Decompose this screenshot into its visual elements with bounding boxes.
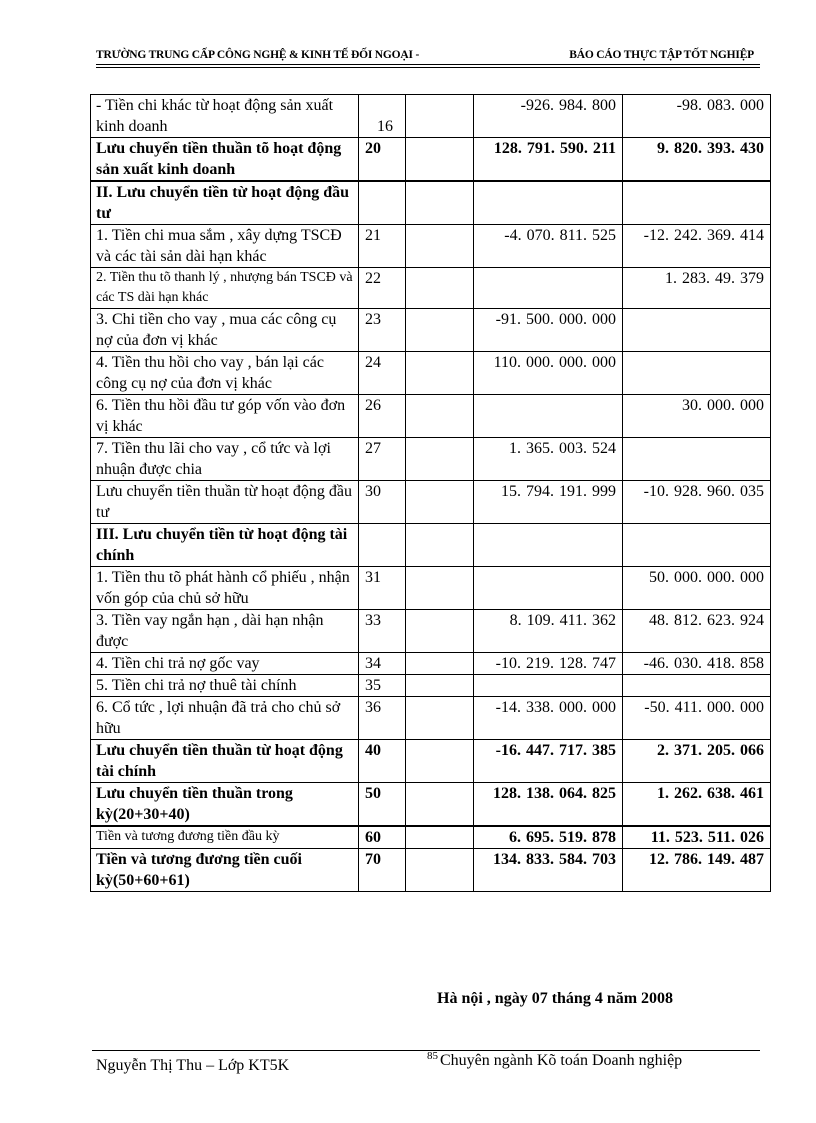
row-code: [359, 181, 406, 225]
row-note: [406, 697, 474, 740]
row-label: 4. Tiền thu hồi cho vay , bán lại các công cụ nợ của đơn vị khác: [91, 352, 359, 395]
page-number: 85: [427, 1050, 438, 1062]
row-current-value: -16. 447. 717. 385: [474, 740, 623, 783]
row-label: Lưu chuyển tiền thuần từ hoạt động tài chính: [91, 740, 359, 783]
row-note: [406, 309, 474, 352]
table-row: [91, 352, 771, 395]
row-current-value: 128. 791. 590. 211: [474, 138, 623, 182]
row-code: 22: [359, 268, 406, 309]
row-previous-value: 30. 000. 000: [623, 395, 771, 438]
row-code: 26: [359, 395, 406, 438]
table-row: [91, 783, 771, 827]
row-code: 20: [359, 138, 406, 182]
row-previous-value: 11. 523. 511. 026: [623, 826, 771, 849]
table-row: [91, 138, 771, 182]
table-row: [91, 268, 771, 309]
row-previous-value: -46. 030. 418. 858: [623, 653, 771, 675]
row-label: - Tiền chi khác từ hoạt động sản xuất kinh doanh: [91, 95, 359, 138]
row-code: 70: [359, 849, 406, 892]
row-note: [406, 95, 474, 138]
row-current-value: -926. 984. 800: [474, 95, 623, 138]
row-code: 36: [359, 697, 406, 740]
row-previous-value: -10. 928. 960. 035: [623, 481, 771, 524]
row-previous-value: -12. 242. 369. 414: [623, 225, 771, 268]
row-note: [406, 653, 474, 675]
header-rule-double: [96, 67, 760, 68]
row-current-value: [474, 567, 623, 610]
row-previous-value: 1. 262. 638. 461: [623, 783, 771, 827]
row-code: 33: [359, 610, 406, 653]
row-note: [406, 481, 474, 524]
row-current-value: 6. 695. 519. 878: [474, 826, 623, 849]
row-code: 24: [359, 352, 406, 395]
row-previous-value: -98. 083. 000: [623, 95, 771, 138]
row-current-value: 15. 794. 191. 999: [474, 481, 623, 524]
footer-right: [427, 1050, 682, 1070]
row-label: 1. Tiền thu tõ phát hành cổ phiếu , nhận vốn góp của chủ sở hữu: [91, 567, 359, 610]
row-current-value: 8. 109. 411. 362: [474, 610, 623, 653]
row-current-value: 134. 833. 584. 703: [474, 849, 623, 892]
table-row: [91, 567, 771, 610]
row-code: 34: [359, 653, 406, 675]
row-previous-value: [623, 181, 771, 225]
row-note: [406, 826, 474, 849]
row-note: [406, 610, 474, 653]
row-current-value: -4. 070. 811. 525: [474, 225, 623, 268]
row-label: Lưu chuyển tiền thuần tõ hoạt động sản xuất kinh doanh: [91, 138, 359, 182]
row-previous-value: 12. 786. 149. 487: [623, 849, 771, 892]
table-row: [91, 697, 771, 740]
row-label: 3. Tiền vay ngắn hạn , dài hạn nhận được: [91, 610, 359, 653]
row-code: 27: [359, 438, 406, 481]
row-note: [406, 675, 474, 697]
table-row: [91, 849, 771, 892]
date-line: Hà nội , ngày 07 tháng 4 năm 2008: [437, 990, 674, 1007]
header-report-title: BÁO CÁO THỰC TẬP TỐT NGHIỆP: [569, 49, 754, 61]
row-current-value: [474, 395, 623, 438]
footer-major: Chuyên ngành Kõ toán Doanh nghiệp: [440, 1052, 683, 1069]
row-previous-value: 2. 371. 205. 066: [623, 740, 771, 783]
row-note: [406, 138, 474, 182]
header-rule: [96, 64, 760, 65]
row-previous-value: 48. 812. 623. 924: [623, 610, 771, 653]
row-code: 23: [359, 309, 406, 352]
table-row: [91, 438, 771, 481]
row-current-value: [474, 181, 623, 225]
row-current-value: 1. 365. 003. 524: [474, 438, 623, 481]
cash-flow-table: [90, 94, 771, 892]
row-code: 31: [359, 567, 406, 610]
table-row: [91, 181, 771, 225]
row-note: [406, 567, 474, 610]
row-current-value: 128. 138. 064. 825: [474, 783, 623, 827]
row-current-value: -10. 219. 128. 747: [474, 653, 623, 675]
row-label: Tiền và tương đương tiền đầu kỳ: [91, 826, 359, 849]
row-label: Lưu chuyển tiền thuần từ hoạt động đầu tư: [91, 481, 359, 524]
table-row: [91, 481, 771, 524]
section-heading: II. Lưu chuyển tiền từ hoạt động đầu tư: [91, 181, 359, 225]
row-note: [406, 181, 474, 225]
row-note: [406, 849, 474, 892]
row-current-value: [474, 268, 623, 309]
row-current-value: 110. 000. 000. 000: [474, 352, 623, 395]
row-previous-value: [623, 438, 771, 481]
row-label: 3. Chi tiền cho vay , mua các công cụ nợ của đơn vị khác: [91, 309, 359, 352]
row-previous-value: 9. 820. 393. 430: [623, 138, 771, 182]
section-heading: III. Lưu chuyển tiền từ hoạt động tài chính: [91, 524, 359, 567]
table-row: [91, 309, 771, 352]
row-label: 2. Tiền thu tõ thanh lý , nhượng bán TSCĐ và các TS dài hạn khác: [91, 268, 359, 309]
table-row: [91, 675, 771, 697]
row-previous-value: 1. 283. 49. 379: [623, 268, 771, 309]
table-row: [91, 95, 771, 138]
table-row: [91, 826, 771, 849]
row-label: 6. Cổ tức , lợi nhuận đã trả cho chủ sở hữu: [91, 697, 359, 740]
row-code: 16: [359, 95, 406, 138]
table-row: [91, 653, 771, 675]
table-row: [91, 740, 771, 783]
row-previous-value: [623, 309, 771, 352]
row-note: [406, 783, 474, 827]
row-label: 6. Tiền thu hồi đầu tư góp vốn vào đơn vị khác: [91, 395, 359, 438]
row-code: 35: [359, 675, 406, 697]
header-school-name: TRƯỜNG TRUNG CẤP CÔNG NGHỆ & KINH TẾ ĐỐI NGOẠI -: [96, 49, 420, 61]
row-previous-value: [623, 675, 771, 697]
row-note: [406, 352, 474, 395]
row-note: [406, 740, 474, 783]
row-note: [406, 225, 474, 268]
table-row: [91, 610, 771, 653]
row-current-value: -14. 338. 000. 000: [474, 697, 623, 740]
row-code: 60: [359, 826, 406, 849]
row-label: 7. Tiền thu lãi cho vay , cổ tức và lợi nhuận được chia: [91, 438, 359, 481]
row-note: [406, 438, 474, 481]
row-code: 40: [359, 740, 406, 783]
row-label: Tiền và tương đương tiền cuối kỳ(50+60+61): [91, 849, 359, 892]
row-code: 50: [359, 783, 406, 827]
row-note: [406, 524, 474, 567]
row-previous-value: 50. 000. 000. 000: [623, 567, 771, 610]
row-label: 1. Tiền chi mua sắm , xây dựng TSCĐ và các tài sản dài hạn khác: [91, 225, 359, 268]
row-note: [406, 395, 474, 438]
row-label: 4. Tiền chi trả nợ gốc vay: [91, 653, 359, 675]
row-label: Lưu chuyển tiền thuần trong kỳ(20+30+40): [91, 783, 359, 827]
row-code: 21: [359, 225, 406, 268]
row-current-value: -91. 500. 000. 000: [474, 309, 623, 352]
row-previous-value: [623, 352, 771, 395]
row-code: [359, 524, 406, 567]
row-code: 30: [359, 481, 406, 524]
row-note: [406, 268, 474, 309]
table-row: [91, 395, 771, 438]
page-header: [96, 44, 760, 64]
table-row: [91, 225, 771, 268]
footer-author: Nguyễn Thị Thu – Lớp KT5K: [96, 1057, 290, 1074]
row-previous-value: -50. 411. 000. 000: [623, 697, 771, 740]
row-current-value: [474, 675, 623, 697]
row-current-value: [474, 524, 623, 567]
row-previous-value: [623, 524, 771, 567]
row-label: 5. Tiền chi trả nợ thuê tài chính: [91, 675, 359, 697]
table-row: [91, 524, 771, 567]
